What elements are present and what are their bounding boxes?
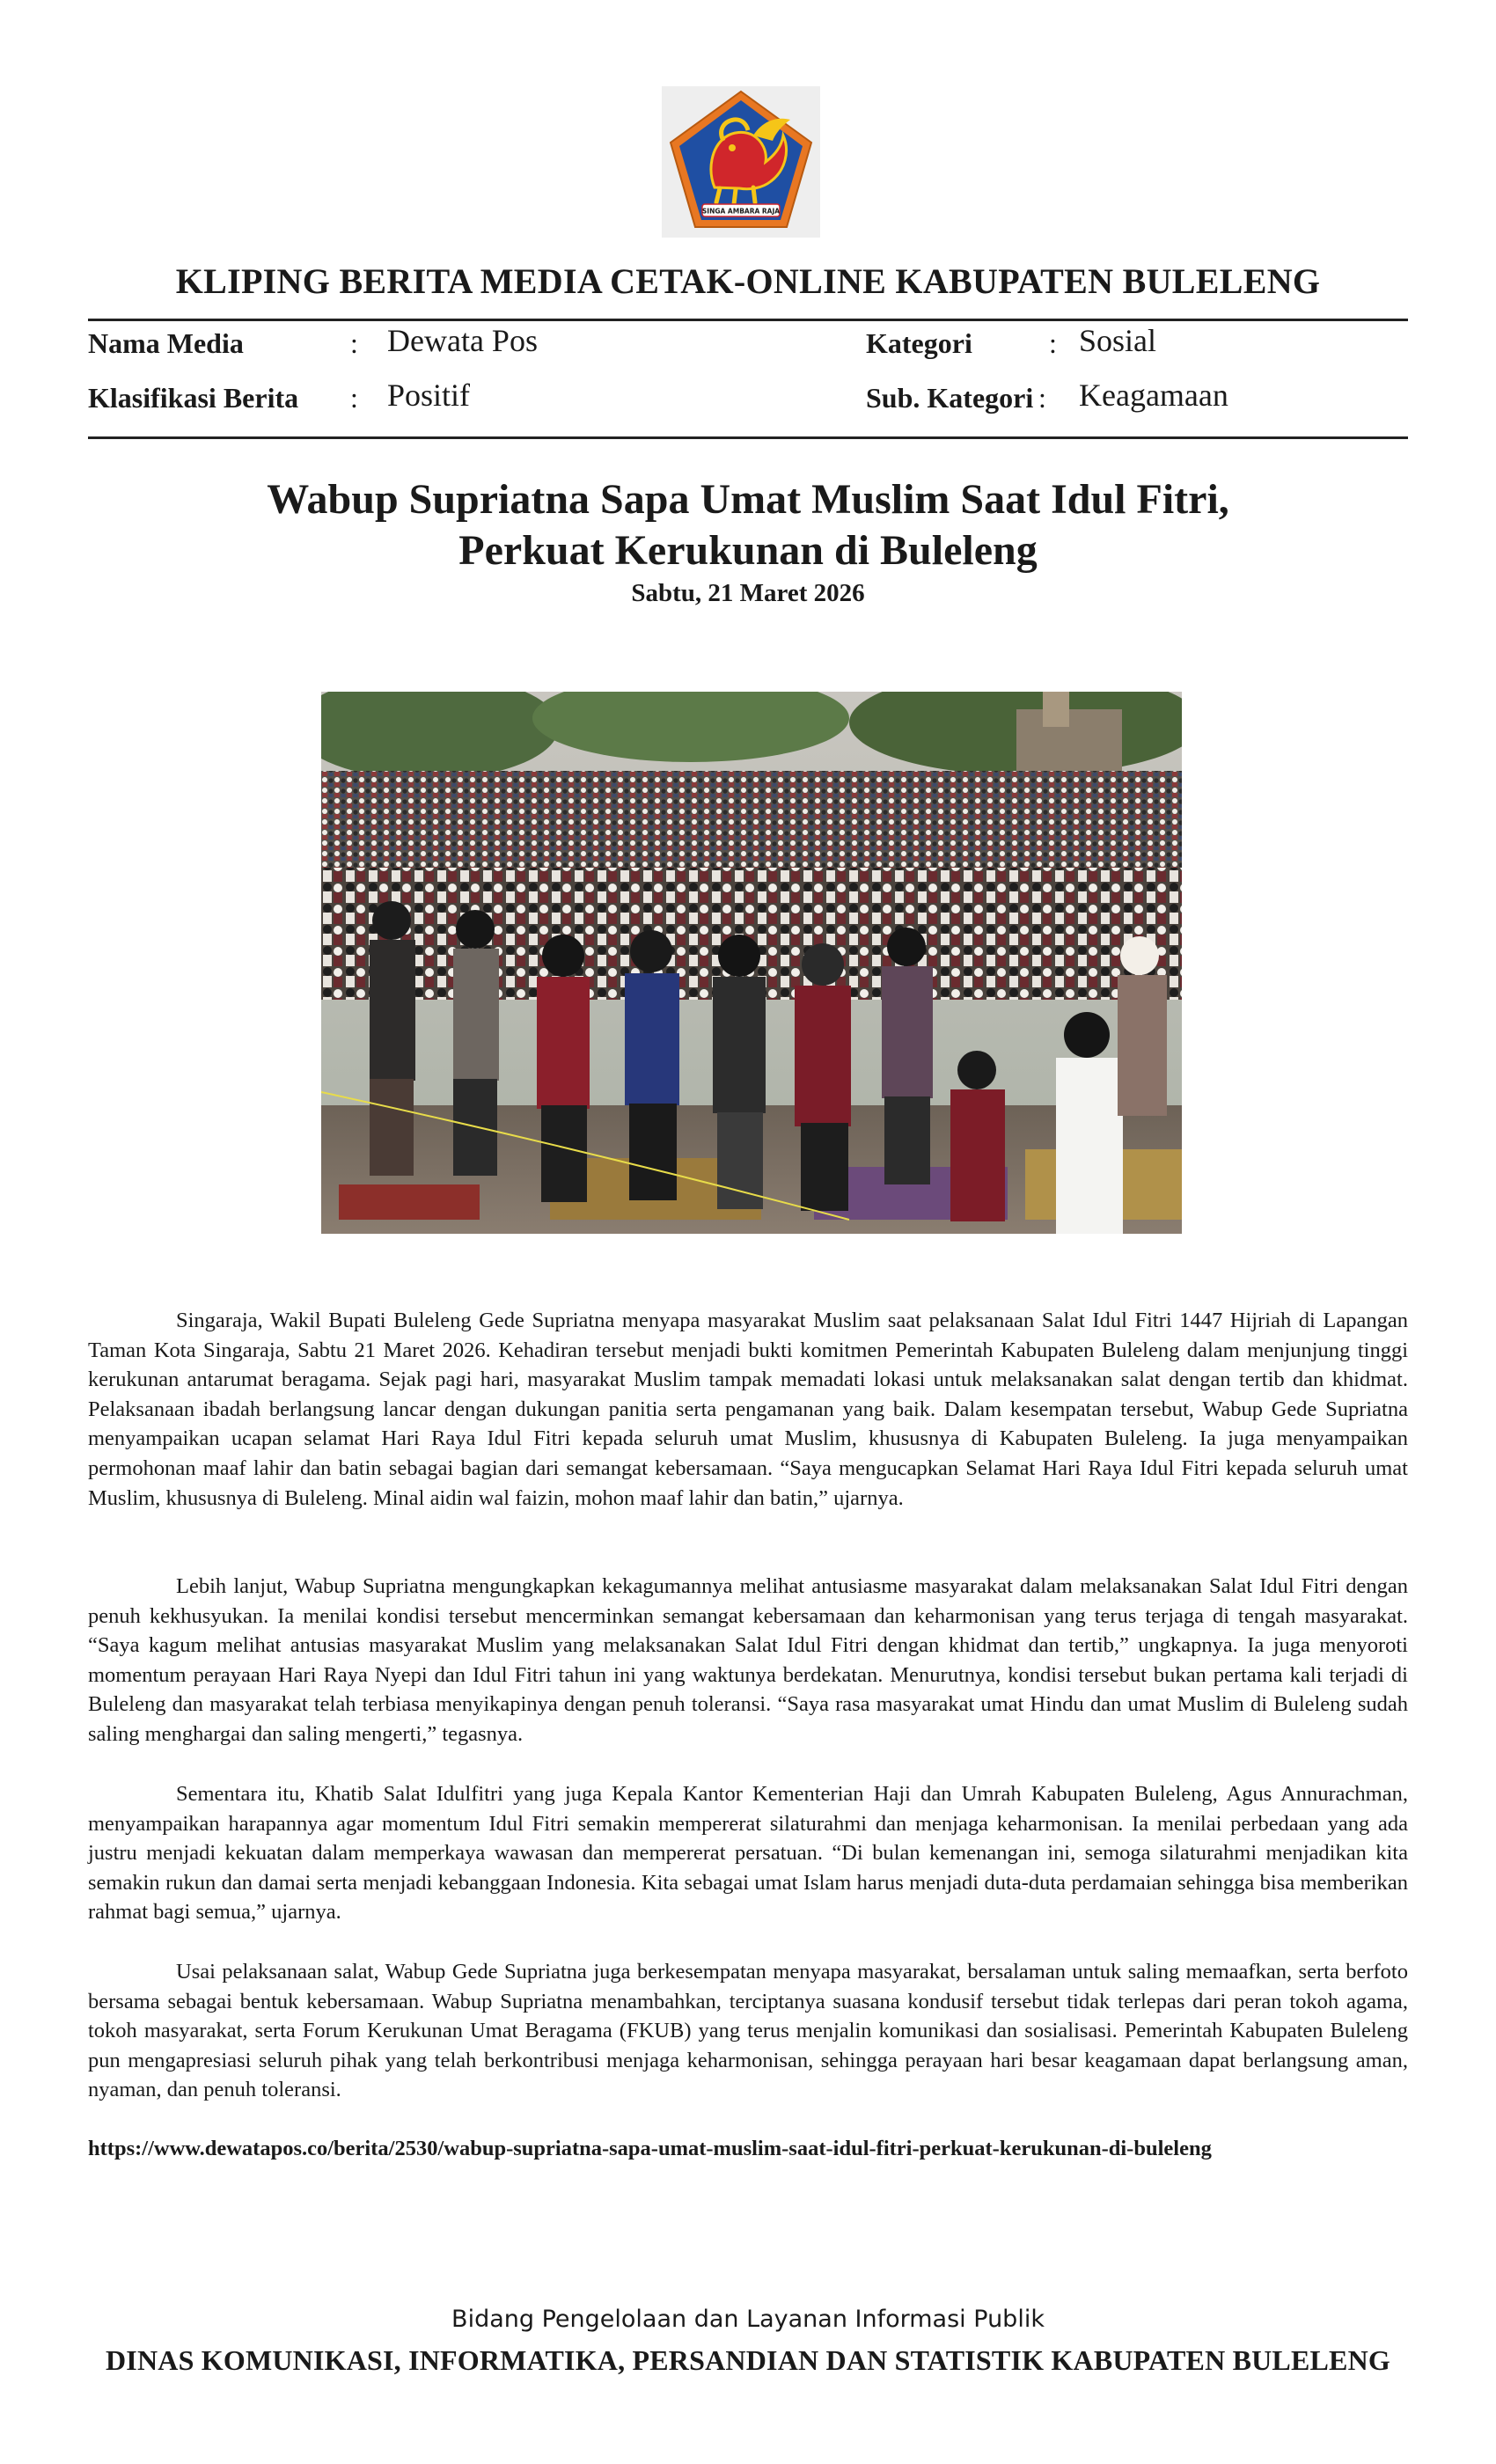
logo-motto: SINGA AMBARA RAJA: [701, 207, 781, 216]
source-url-link[interactable]: https://www.dewatapos.co/berita/2530/wabup-supriatna-sapa-umat-muslim-saat-idul-fitri-perkuat-kerukunan-di-buleleng: [88, 2137, 1212, 2160]
paragraph-text: Sementara itu, Khatib Salat Idulfitri yang juga Kepala Kantor Kementerian Haji dan Umrah Kabupaten Buleleng, Agus Annurachman, menyampaikan harapannya agar momentum Idul Fitri semakin mempererat silaturahmi dan menjaga keharmonisan. Ia menilai perbedaan yang ada justru menjadi kekuatan dalam memperkaya wawasan dan mempererat persatuan. “Di bulan kemenangan ini, semoga silaturahmi menjadikan kita semakin rukun dan damai serta menjadi kebanggaan Indonesia. Kita sebagai umat Islam harus menjadi duta-duta perdamaian sehingga bisa memberikan rahmat bagi semua,” ujarnya.: [88, 1782, 1408, 1925]
paragraph-text: Singaraja, Wakil Bupati Buleleng Gede Supriatna menyapa masyarakat Muslim saat pelaksanaan Salat Idul Fitri 1447 Hijriah di Lapangan Taman Kota Singaraja, Sabtu 21 Maret 2026. Kehadiran tersebut menjadi bukti komitmen Pemerintah Kabupaten Buleleng dalam menjunjung tinggi kerukunan antarumat beragama. Sejak pagi hari, masyarakat Muslim tampak memadati lokasi untuk melaksanakan salat dengan tertib dan khidmat. Pelaksanaan ibadah berlangsung lancar dengan dukungan panitia serta pengamanan yang baik. Dalam kesempatan tersebut, Wabup Gede Supriatna menyampaikan ucapan selamat Hari Raya Idul Fitri kepada seluruh umat Muslim, khususnya di Kabupaten Buleleng. Ia juga menyampaikan permohonan maaf lahir dan batin sebagai bagian dari semangat kebersamaan. “Saya mengucapkan Selamat Hari Raya Idul Fitri kepada seluruh umat Muslim, khususnya di Buleleng. Minal aidin wal faizin, mohon maaf lahir dan batin,” ujarnya.: [88, 1309, 1408, 1510]
paragraph-text: Lebih lanjut, Wabup Supriatna mengungkapkan kekagumannya melihat antusiasme masyarakat dalam melaksanakan Salat Idul Fitri dengan penuh kekhusyukan. Ia menilai kondisi tersebut mencerminkan semangat kebersamaan dan keharmonisan yang terus terjaga di tengah masyarakat. “Saya kagum melihat antusias masyarakat Muslim yang melaksanakan Salat Idul Fitri dengan khidmat dan tertib,” ungkapnya. Ia juga menyoroti momentum perayaan Hari Raya Nyepi dan Idul Fitri tahun ini yang waktunya berdekatan. Menurutnya, kondisi tersebut bukan pertama kali terjadi di Buleleng dan masyarakat telah terbiasa menyikapinya dengan penuh toleransi. “Saya rasa masyarakat umat Hindu dan umat Muslim di Buleleng sudah saling menghargai dan saling mengerti,” tegasnya.: [88, 1574, 1408, 1746]
document-header-title: KLIPING BERITA MEDIA CETAK-ONLINE KABUPATEN BULELENG: [175, 261, 1321, 301]
header-divider-top: [88, 319, 1408, 321]
subcategory-colon: :: [1038, 382, 1046, 414]
category-value: Sosial: [1079, 323, 1157, 358]
media-name-colon: :: [350, 327, 358, 359]
article-date: Sabtu, 21 Maret 2026: [631, 579, 865, 607]
category-label: Kategori: [866, 327, 972, 359]
article-title-line-1: Wabup Supriatna Sapa Umat Muslim Saat Idul Fitri,: [267, 476, 1229, 523]
category-colon: :: [1049, 327, 1057, 359]
subcategory-label: Sub. Kategori: [866, 382, 1034, 414]
classification-colon: :: [350, 382, 358, 414]
classification-value: Positif: [387, 378, 471, 413]
paragraph-text: Usai pelaksanaan salat, Wabup Gede Supriatna juga berkesempatan menyapa masyarakat, bersalaman untuk saling memaafkan, serta berfoto bersama sebagai bentuk kebersamaan. Wabup Supriatna menambahkan, terciptanya suasana kondusif tersebut tidak terlepas dari peran tokoh agama, tokoh masyarakat, serta Forum Kerukunan Umat Beragama (FKUB) yang terus menjalin komunikasi dan sosialisasi. Pemerintah Kabupaten Buleleng pun mengapresiasi seluruh pihak yang telah berkontribusi menjaga keharmonisan, sehingga perayaan hari besar keagamaan dapat berlangsung aman, nyaman, dan penuh toleransi.: [88, 1960, 1408, 2102]
article-paragraph-1: [88, 1306, 1408, 1513]
subcategory-value: Keagamaan: [1079, 378, 1228, 413]
media-name-label: Nama Media: [88, 327, 244, 359]
footer-division-name: Bidang Pengelolaan dan Layanan Informasi Publik: [451, 2306, 1045, 2333]
media-name-value: Dewata Pos: [387, 323, 538, 358]
classification-label: Klasifikasi Berita: [88, 382, 299, 414]
article-paragraph-2: [88, 1572, 1408, 1749]
article-title-line-2: Perkuat Kerukunan di Buleleng: [458, 527, 1038, 574]
regency-emblem-logo: [662, 86, 820, 238]
article-paragraph-4: [88, 1957, 1408, 2105]
header-divider-bottom: [88, 436, 1408, 439]
article-paragraph-3: [88, 1779, 1408, 1927]
article-photo-eid-prayer: [321, 692, 1182, 1234]
footer-agency-name: DINAS KOMUNIKASI, INFORMATIKA, PERSANDIAN DAN STATISTIK KABUPATEN BULELENG: [105, 2344, 1391, 2376]
